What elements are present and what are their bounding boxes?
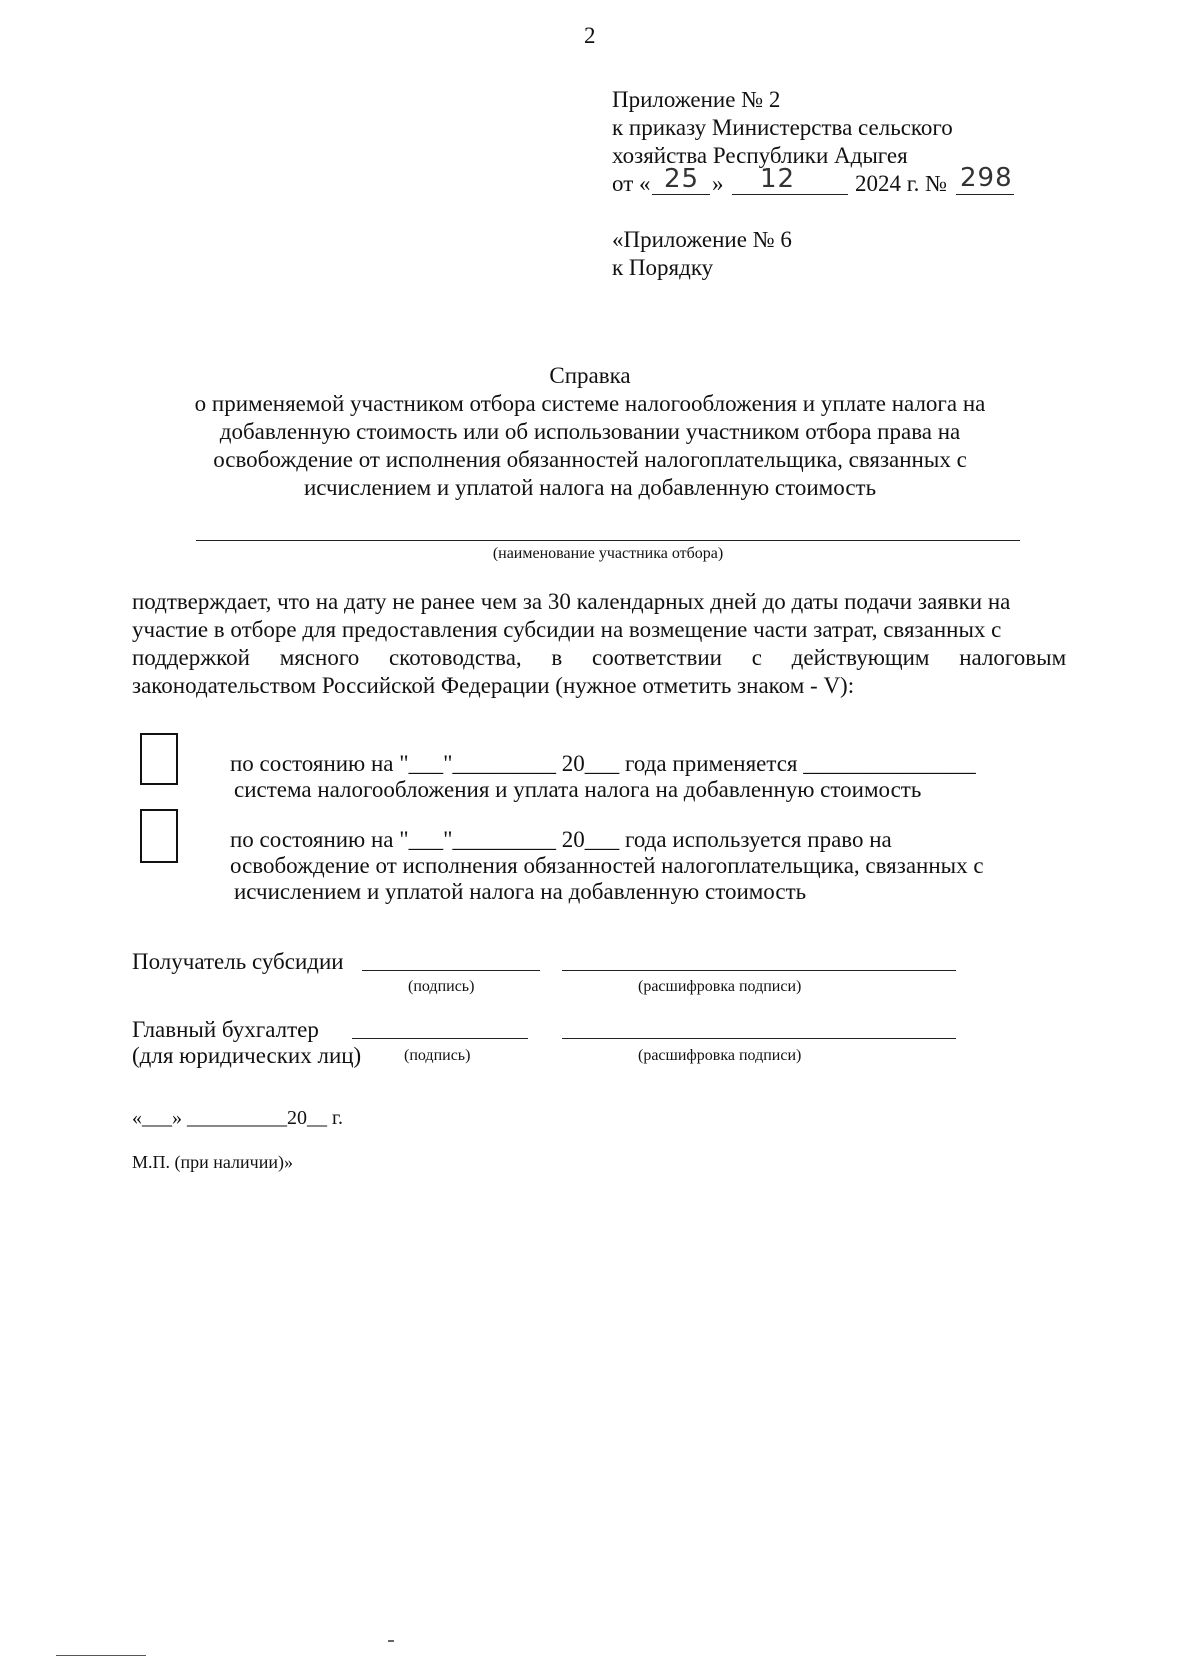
option-1-checkbox[interactable] [140,733,178,785]
stamp-note: М.П. (при наличии)» [132,1152,293,1172]
recipient-decoding-line [562,970,956,971]
body-line-4: законодательством Российской Федерации (нужное отметить знаком - V): [132,673,855,698]
recipient-signature-line [362,970,540,971]
title-line-1: о применяемой участником отбора системе налогообложения и уплате налога на [194,391,986,416]
page-number: 2 [584,23,596,48]
participant-caption: (наименование участника отбора) [492,545,724,562]
recipient-label: Получатель субсидии [132,949,344,974]
option-2-checkbox[interactable] [140,809,178,863]
body-line-3: поддержкой мясного скотоводства, в соответствии с действующим налоговым [132,645,1067,670]
appendix-ref-line-2: к Порядку [612,255,714,280]
option-1-line-1: по состоянию на "___"_________ 20___ года применяется _______________ [230,751,976,776]
recipient-signature-caption: (подпись) [408,978,475,995]
body-line-2: участие в отборе для предоставления субсидии на возмещение части затрат, связанных с [132,617,1002,642]
number-underline [956,194,1014,195]
body-line-1: подтверждает, что на дату не ранее чем за 30 календарных дней до даты подачи заявки на [132,589,1011,614]
accountant-decoding-line [562,1038,956,1039]
option-2-line-2: освобождение от исполнения обязанностей налогоплательщика, связанных с [230,853,984,878]
header-line-2: к приказу Министерства сельского [612,115,953,140]
handwritten-day: 25 [664,164,700,194]
accountant-note: (для юридических лиц) [132,1043,362,1068]
recipient-decoding-caption: (расшифровка подписи) [638,978,802,995]
option-1-line-2: система налогообложения и уплата налога на добавленную стоимость [234,777,922,802]
date-mid: » [712,171,724,196]
participant-name-line [196,540,1020,541]
handwritten-month: 12 [760,164,796,194]
scan-artifact-line [56,1655,146,1656]
option-2-line-3: исчислением и уплатой налога на добавленную стоимость [234,879,807,904]
footer-date-line: «___» __________20__ г. [132,1107,343,1129]
accountant-decoding-caption: (расшифровка подписи) [638,1047,802,1064]
scan-artifact-dot [388,1640,394,1642]
month-underline [732,194,848,195]
title-line-3: освобождение от исполнения обязанностей налогоплательщика, связанных с [213,447,967,472]
accountant-label: Главный бухгалтер [132,1017,319,1042]
accountant-signature-caption: (подпись) [404,1047,471,1064]
date-prefix: от « [612,171,651,196]
header-line-3: хозяйства Республики Адыгея [612,143,908,168]
title-line-2: добавленную стоимость или об использовании участником отбора права на [219,419,961,444]
header-line-1: Приложение № 2 [612,87,781,112]
option-2-line-1: по состоянию на "___"_________ 20___ года используется право на [230,827,892,852]
document-title: Справка [549,363,631,388]
accountant-signature-line [352,1038,528,1039]
appendix-ref-line-1: «Приложение № 6 [612,227,792,252]
title-line-4: исчислением и уплатой налога на добавленную стоимость [303,475,877,500]
handwritten-number: 298 [960,163,1013,193]
year-and-number-label: 2024 г. № [855,171,948,196]
day-underline [652,194,710,195]
